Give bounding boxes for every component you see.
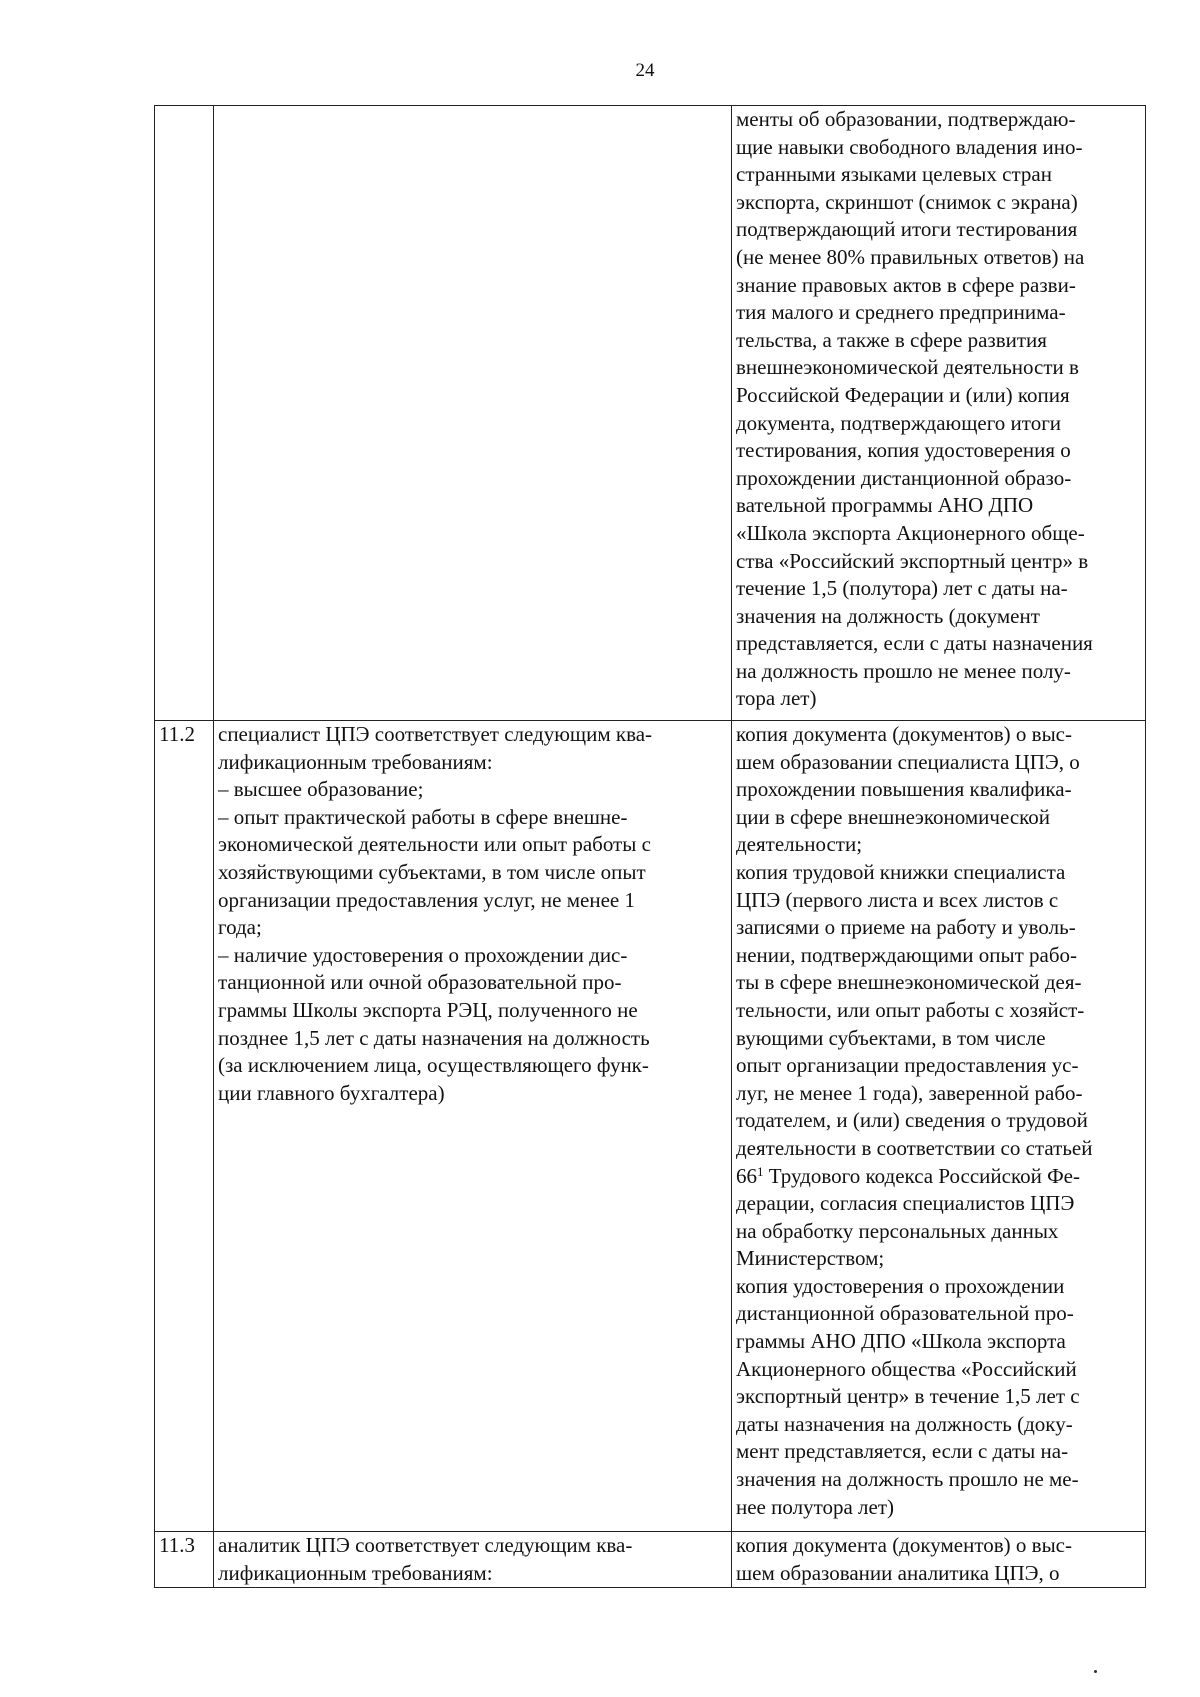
text-line: – наличие удостоверения о прохождении дис- bbox=[218, 942, 628, 967]
text-line: шем образовании аналитика ЦПЭ, о bbox=[736, 1560, 1060, 1585]
text-line: внешнеэкономической деятельности в bbox=[736, 355, 1079, 380]
requirement-cell bbox=[214, 721, 732, 1532]
row-number-cell bbox=[155, 106, 214, 721]
text-line: странными языками целевых стран bbox=[736, 162, 1052, 187]
text-line: Российской Федерации и (или) копия bbox=[736, 382, 1070, 407]
text-line: – опыт практической работы в сфере внешне- bbox=[218, 804, 628, 829]
table-row bbox=[155, 106, 1146, 721]
text-line: записями о приеме на работу и уволь- bbox=[736, 915, 1076, 940]
text-line: Министерством; bbox=[736, 1246, 885, 1271]
text-line: вующими субъектами, в том числе bbox=[736, 1025, 1046, 1050]
text-line: хозяйствующими субъектами, в том числе опыт bbox=[218, 859, 646, 884]
text-line: «Школа экспорта Акционерного обще- bbox=[736, 520, 1085, 545]
text-line: прохождении повышения квалифика- bbox=[736, 777, 1072, 802]
requirement-cell bbox=[214, 1532, 732, 1588]
text-line: тельности, или опыт работы с хозяйст- bbox=[736, 997, 1085, 1022]
documents-cell bbox=[732, 106, 1146, 721]
text-line: экспортный центр» в течение 1,5 лет с bbox=[736, 1384, 1080, 1409]
text-line: лификационным требованиям: bbox=[218, 1560, 493, 1585]
text-line: тора лет) bbox=[736, 686, 817, 711]
text-line: на должность прошло не менее полу- bbox=[736, 658, 1071, 683]
text-line: тельства, а также в сфере развития bbox=[736, 327, 1047, 352]
requirement-cell bbox=[214, 106, 732, 721]
row-number-cell: 11.2 bbox=[155, 721, 214, 1532]
table-row bbox=[155, 721, 1146, 1532]
text-line: нее полутора лет) bbox=[736, 1494, 895, 1519]
text-line: позднее 1,5 лет с даты назначения на должность bbox=[218, 1025, 650, 1050]
text-line: граммы АНО ДПО «Школа экспорта bbox=[736, 1329, 1066, 1354]
text-line: подтверждающий итоги тестирования bbox=[736, 217, 1078, 242]
text-line: знание правовых актов в сфере разви- bbox=[736, 272, 1076, 297]
text-line: ты в сфере внешнеэкономической дея- bbox=[736, 970, 1082, 995]
text-line: дерации, согласия специалистов ЦПЭ bbox=[736, 1191, 1075, 1216]
text-line: шем образовании специалиста ЦПЭ, о bbox=[736, 749, 1080, 774]
page-number: 24 bbox=[635, 60, 655, 81]
article-superscript: 1 bbox=[757, 1163, 764, 1179]
text-line: даты назначения на должность (доку- bbox=[736, 1411, 1073, 1436]
text-line: танционной или очной образовательной про- bbox=[218, 970, 622, 995]
text-line: дистанционной образовательной про- bbox=[736, 1301, 1074, 1326]
text-line: ции главного бухгалтера) bbox=[218, 1080, 445, 1105]
text-line: лификационным требованиям: bbox=[218, 749, 493, 774]
text-line: опыт организации предоставления ус- bbox=[736, 1053, 1079, 1078]
documents-cell bbox=[732, 721, 1146, 1532]
text-line: экономической деятельности или опыт работы с bbox=[218, 832, 651, 857]
text-line: вательной программы АНО ДПО bbox=[736, 493, 1034, 518]
text-line: на обработку персональных данных bbox=[736, 1218, 1059, 1243]
text-line: значения на должность прошло не ме- bbox=[736, 1467, 1079, 1492]
text-line: копия трудовой книжки специалиста bbox=[736, 859, 1066, 884]
text-line: деятельности в соответствии со статьей bbox=[736, 1135, 1093, 1160]
row-number-cell: 11.3 bbox=[155, 1532, 214, 1588]
text-line: копия документа (документов) о выс- bbox=[736, 722, 1072, 746]
text-line: экспорта, скриншот (снимок с экрана) bbox=[736, 189, 1078, 214]
text-line-with-superscript bbox=[736, 1163, 1142, 1191]
article-number: 66 bbox=[736, 1163, 757, 1188]
text-line: мент представляется, если с даты на- bbox=[736, 1439, 1069, 1464]
article-rest: Трудового кодекса Российской Фе- bbox=[763, 1163, 1080, 1188]
text-line: тия малого и среднего предпринима- bbox=[736, 300, 1066, 325]
text-line: специалист ЦПЭ соответствует следующим ква- bbox=[218, 722, 653, 746]
text-line: аналитик ЦПЭ соответствует следующим ква- bbox=[218, 1533, 633, 1557]
text-line: представляется, если с даты назначения bbox=[736, 631, 1093, 656]
text-line: деятельности; bbox=[736, 832, 863, 857]
table-row bbox=[155, 1532, 1146, 1588]
requirements-table bbox=[154, 105, 1146, 1588]
text-line: щие навыки свободного владения ино- bbox=[736, 134, 1083, 159]
text-line: значения на должность (документ bbox=[736, 603, 1040, 628]
text-line: прохождении дистанционной образо- bbox=[736, 465, 1072, 490]
text-line: копия удостоверения о прохождении bbox=[736, 1273, 1065, 1298]
text-line: (не менее 80% правильных ответов) на bbox=[736, 244, 1085, 269]
text-line: организации предоставления услуг, не менее 1 bbox=[218, 887, 635, 912]
text-line: – высшее образование; bbox=[218, 777, 424, 802]
documents-cell bbox=[732, 1532, 1146, 1588]
text-line: года; bbox=[218, 915, 262, 940]
text-line: Акционерного общества «Российский bbox=[736, 1356, 1077, 1381]
text-line: нении, подтверждающими опыт рабо- bbox=[736, 942, 1078, 967]
text-line: тодателем, и (или) сведения о трудовой bbox=[736, 1108, 1088, 1133]
text-line: документа, подтверждающего итоги bbox=[736, 410, 1062, 435]
text-line: течение 1,5 (полутора) лет с даты на- bbox=[736, 576, 1068, 601]
text-line: ства «Российский экспортный центр» в bbox=[736, 548, 1089, 573]
text-line: ЦПЭ (первого листа и всех листов с bbox=[736, 887, 1059, 912]
text-line: луг, не менее 1 года), заверенной рабо- bbox=[736, 1080, 1083, 1105]
scan-dot bbox=[1094, 1670, 1097, 1673]
text-line: граммы Школы экспорта РЭЦ, полученного не bbox=[218, 997, 638, 1022]
text-line: ции в сфере внешнеэкономической bbox=[736, 804, 1051, 829]
text-line: менты об образовании, подтверждаю- bbox=[736, 107, 1076, 131]
text-line: тестирования, копия удостоверения о bbox=[736, 438, 1071, 463]
text-line: копия документа (документов) о выс- bbox=[736, 1533, 1072, 1557]
text-line: (за исключением лица, осуществляющего функ- bbox=[218, 1053, 649, 1078]
